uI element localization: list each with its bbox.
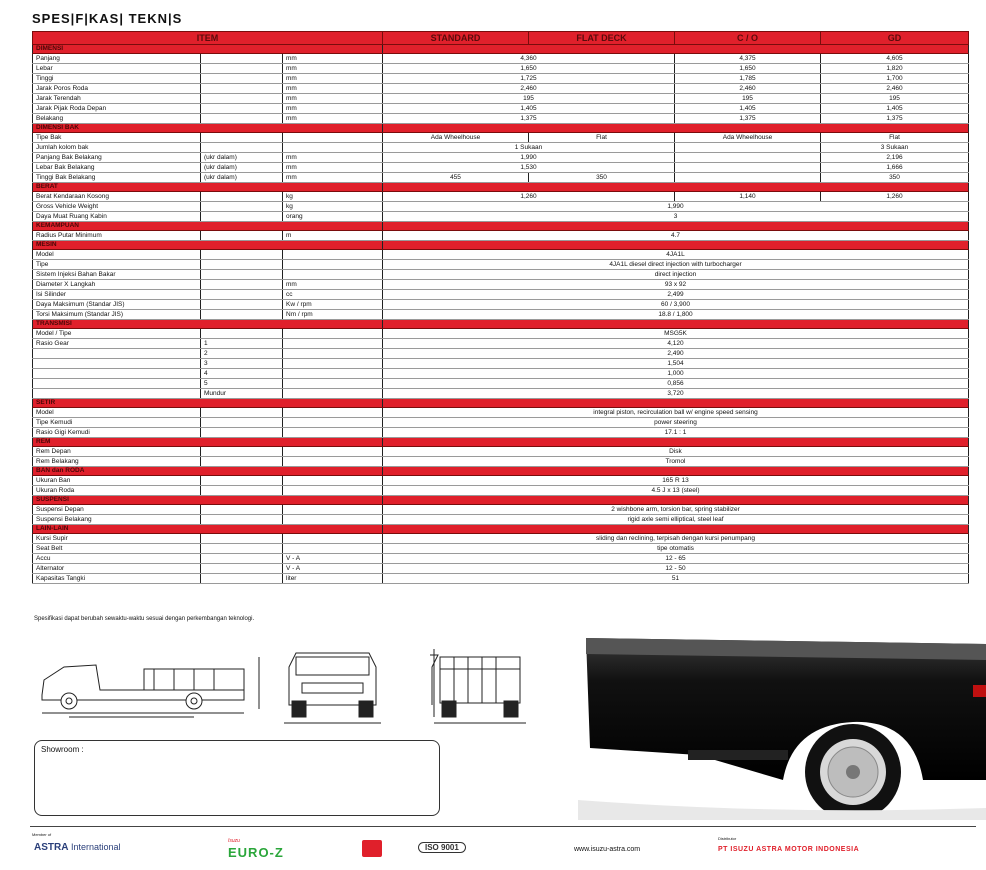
table-row [33,515,969,525]
row-value [675,153,821,163]
row-label: Alternator [33,564,201,574]
row-value [675,143,821,153]
astra-logo-text: ASTRA [34,842,69,853]
astra-logo-sub: International [70,842,121,852]
row-value [675,173,821,183]
row-value: Ada Wheelhouse [383,133,529,143]
row-sublabel [201,534,283,544]
row-value: Flat [821,133,969,143]
row-sublabel [201,133,283,143]
row-unit: mm [283,153,383,163]
table-row [33,339,969,349]
table-row [33,329,969,339]
table-row [33,133,969,143]
table-row [33,418,969,428]
row-value: 1,260 [821,192,969,202]
section-header [33,496,969,505]
row-sublabel [201,310,283,320]
row-sublabel [201,574,283,584]
row-sublabel [201,212,283,222]
row-label: Isi Silinder [33,290,201,300]
section-title: KEMAMPUAN [33,222,383,231]
row-sublabel [201,544,283,554]
row-value: 1,375 [383,114,675,124]
row-unit: Nm / rpm [283,310,383,320]
row-value: 1,405 [821,104,969,114]
row-label: Model / Tipe [33,329,201,339]
table-row [33,476,969,486]
row-label: Daya Maksimum (Standar JIS) [33,300,201,310]
row-sublabel: 1 [201,339,283,349]
table-row [33,192,969,202]
table-row [33,153,969,163]
row-sublabel [201,505,283,515]
row-value: 1,666 [821,163,969,173]
row-label: Berat Kendaraan Kosong [33,192,201,202]
table-row [33,359,969,369]
footer-divider [30,826,976,827]
table-row [33,554,969,564]
row-sublabel: 5 [201,379,283,389]
row-label: Panjang [33,54,201,64]
row-unit [283,270,383,280]
row-value: 2,490 [383,349,969,359]
table-row [33,408,969,418]
row-unit: Kw / rpm [283,300,383,310]
disclaimer-note: Spesifikasi dapat berubah sewaktu-waktu sesuai dengan perkembangan teknologi. [34,616,255,622]
distributor-name: PT ISUZU ASTRA MOTOR INDONESIA [718,846,860,853]
row-unit: kg [283,192,383,202]
row-sublabel [201,476,283,486]
row-value: 2,460 [383,84,675,94]
row-label: Lebar [33,64,201,74]
section-title: DIMENSI BAK [33,124,383,133]
row-sublabel [201,54,283,64]
section-header [33,320,969,329]
table-row [33,54,969,64]
row-label: Tipe Bak [33,133,201,143]
table-row [33,250,969,260]
row-value: 4.7 [383,231,969,241]
row-value: 1,650 [383,64,675,74]
certification-logo: ISO 9001 [418,842,466,853]
row-value: 350 [821,173,969,183]
row-value: 1,700 [821,74,969,84]
row-unit [283,389,383,399]
row-value: 2,460 [675,84,821,94]
row-value [675,163,821,173]
row-sublabel: Mundur [201,389,283,399]
row-sublabel [201,143,283,153]
row-value: 3 Sukaan [821,143,969,153]
row-value: 4.5 J x 13 (steel) [383,486,969,496]
row-value: 1,785 [675,74,821,84]
row-label: Model [33,408,201,418]
row-label: Tipe [33,260,201,270]
row-value: 60 / 3,900 [383,300,969,310]
row-label: Seat Belt [33,544,201,554]
row-unit: kg [283,202,383,212]
row-sublabel [201,564,283,574]
row-unit: m [283,231,383,241]
row-sublabel [201,270,283,280]
table-row [33,486,969,496]
table-row [33,280,969,290]
table-row [33,310,969,320]
section-title: LAIN-LAIN [33,525,383,534]
table-row [33,94,969,104]
row-unit [283,379,383,389]
row-unit [283,428,383,438]
table-row [33,260,969,270]
row-value: 18.8 / 1,800 [383,310,969,320]
row-label: Daya Muat Ruang Kabin [33,212,201,222]
row-value: 1,405 [383,104,675,114]
row-value: 1,260 [383,192,675,202]
row-unit [283,260,383,270]
table-row [33,349,969,359]
row-value: 1,504 [383,359,969,369]
row-value: 195 [821,94,969,104]
truck-dimension-drawings [34,645,444,730]
section-title: DIMENSI [33,45,383,54]
row-label: Sistem Injeksi Bahan Bakar [33,270,201,280]
row-sublabel [201,104,283,114]
row-label: Gross Vehicle Weight [33,202,201,212]
row-label: Jarak Terendah [33,94,201,104]
row-sublabel [201,114,283,124]
row-label: Torsi Maksimum (Standar JIS) [33,310,201,320]
row-unit [283,505,383,515]
row-label: Jarak Poros Roda [33,84,201,94]
row-sublabel [201,192,283,202]
section-header [33,124,969,133]
row-value: 2,196 [821,153,969,163]
row-value: MSG5K [383,329,969,339]
table-row [33,564,969,574]
row-label: Suspensi Belakang [33,515,201,525]
row-value: 1,375 [675,114,821,124]
section-title: BERAT [33,183,383,192]
front-view-drawing [284,653,381,723]
row-label [33,379,201,389]
row-label: Accu [33,554,201,564]
side-view-drawing [42,657,259,717]
row-value: 1,725 [383,74,675,84]
table-row [33,143,969,153]
row-sublabel [201,408,283,418]
row-sublabel [201,554,283,564]
table-row [33,84,969,94]
row-label: Rem Depan [33,447,201,457]
table-row [33,457,969,467]
table-row [33,212,969,222]
row-label: Tinggi [33,74,201,84]
row-label: Ukuran Roda [33,486,201,496]
table-row [33,447,969,457]
table-row [33,379,969,389]
row-value: 4,120 [383,339,969,349]
page-title: SPES|F|KAS| TEKN|S [32,11,183,26]
table-row [33,231,969,241]
row-unit [283,339,383,349]
table-row [33,270,969,280]
row-value: direct injection [383,270,969,280]
section-title: SUSPENSI [33,496,383,505]
row-unit [283,329,383,339]
table-header [33,32,969,45]
row-value: 2,499 [383,290,969,300]
row-unit [283,457,383,467]
row-value: 165 R 13 [383,476,969,486]
row-sublabel: (ukr dalam) [201,153,283,163]
row-value: 4,605 [821,54,969,64]
row-sublabel [201,447,283,457]
header-col: C / O [675,32,821,45]
row-sublabel [201,64,283,74]
table-row [33,505,969,515]
row-value: 12 - 65 [383,554,969,564]
section-header [33,45,969,54]
row-unit [283,476,383,486]
section-title: SETIR [33,399,383,408]
header-col: GD [821,32,969,45]
row-sublabel [201,231,283,241]
truck-photo [578,630,986,820]
table-row [33,64,969,74]
row-unit: mm [283,54,383,64]
row-sublabel [201,290,283,300]
row-unit: mm [283,74,383,84]
row-label: Rem Belakang [33,457,201,467]
row-unit: mm [283,64,383,74]
row-value: tipe otomatis [383,544,969,554]
row-value: 4,360 [383,54,675,64]
row-label: Radius Putar Minimum [33,231,201,241]
row-unit [283,250,383,260]
row-label: Rasio Gigi Kemudi [33,428,201,438]
table-row [33,389,969,399]
section-title: BAN dan RODA [33,467,383,476]
row-sublabel: 4 [201,369,283,379]
showroom-box [34,740,440,816]
row-sublabel [201,260,283,270]
row-value: 93 x 92 [383,280,969,290]
row-unit [283,349,383,359]
astra-logo [34,842,121,853]
row-unit: liter [283,574,383,584]
section-header [33,241,969,250]
row-value: 12 - 50 [383,564,969,574]
row-value: 4JA1L [383,250,969,260]
row-unit: mm [283,173,383,183]
row-label: Model [33,250,201,260]
row-sublabel [201,300,283,310]
table-row [33,202,969,212]
row-unit [283,534,383,544]
row-value: 1 Sukaan [383,143,675,153]
row-value: 0,856 [383,379,969,389]
row-sublabel [201,94,283,104]
header-item: ITEM [33,32,383,45]
row-label: Panjang Bak Belakang [33,153,201,163]
row-sublabel: (ukr dalam) [201,163,283,173]
row-value: 350 [529,173,675,183]
section-title: TRANSMISI [33,320,383,329]
row-label: Rasio Gear [33,339,201,349]
row-label: Suspensi Depan [33,505,201,515]
row-value: 51 [383,574,969,584]
row-unit: mm [283,94,383,104]
row-unit [283,143,383,153]
table-row [33,74,969,84]
row-value: 1,990 [383,202,969,212]
row-value: Disk [383,447,969,457]
row-label: Lebar Bak Belakang [33,163,201,173]
row-unit: mm [283,84,383,94]
showroom-label: Showroom : [41,745,84,754]
row-sublabel: (ukr dalam) [201,173,283,183]
table-row [33,428,969,438]
table-row [33,534,969,544]
row-unit [283,544,383,554]
rear-view-drawing-2 [430,645,530,730]
website-link[interactable]: www.isuzu-astra.com [574,846,641,853]
row-value: Tromol [383,457,969,467]
row-value: sliding dan reclining, terpisah dengan kursi penumpang [383,534,969,544]
row-unit [283,133,383,143]
row-unit [283,486,383,496]
section-header [33,183,969,192]
table-row [33,300,969,310]
row-value: 1,530 [383,163,675,173]
row-label: Tipe Kemudi [33,418,201,428]
spec-table [32,31,969,584]
row-sublabel [201,418,283,428]
row-value: 17.1 : 1 [383,428,969,438]
row-value: power steering [383,418,969,428]
table-row [33,544,969,554]
row-unit [283,447,383,457]
row-label [33,359,201,369]
row-label [33,369,201,379]
row-value: integral piston, recirculation ball w/ engine speed sensing [383,408,969,418]
row-sublabel [201,428,283,438]
row-sublabel: 3 [201,359,283,369]
row-unit [283,418,383,428]
row-value: 1,990 [383,153,675,163]
row-label: Jumlah kolom bak [33,143,201,153]
row-sublabel [201,202,283,212]
brand-mark-icon [362,840,382,857]
row-unit: V - A [283,554,383,564]
row-sublabel [201,280,283,290]
row-value: 3,720 [383,389,969,399]
row-label: Belakang [33,114,201,124]
row-value: 4,375 [675,54,821,64]
row-unit [283,408,383,418]
table-row [33,163,969,173]
row-label: Kapasitas Tangki [33,574,201,584]
section-title: MESIN [33,241,383,250]
header-col: FLAT DECK [529,32,675,45]
section-header [33,399,969,408]
row-unit: cc [283,290,383,300]
row-unit [283,515,383,525]
row-sublabel: 2 [201,349,283,359]
row-label [33,389,201,399]
row-sublabel [201,250,283,260]
table-row [33,574,969,584]
section-header [33,222,969,231]
row-value: rigid axle semi elliptical, steel leaf [383,515,969,525]
row-value: Flat [529,133,675,143]
row-label: Ukuran Ban [33,476,201,486]
row-value: 2 wishbone arm, torsion bar, spring stabilizer [383,505,969,515]
row-sublabel [201,329,283,339]
row-sublabel [201,515,283,525]
row-value: 1,650 [675,64,821,74]
row-value: 1,375 [821,114,969,124]
row-unit: mm [283,114,383,124]
row-value: 195 [675,94,821,104]
row-value: Ada Wheelhouse [675,133,821,143]
row-value: 195 [383,94,675,104]
table-row [33,173,969,183]
row-value: 1,405 [675,104,821,114]
header-col: STANDARD [383,32,529,45]
row-sublabel [201,74,283,84]
row-unit [283,359,383,369]
section-title: REM [33,438,383,447]
row-value: 4JA1L diesel direct injection with turbocharger [383,260,969,270]
row-value: 1,140 [675,192,821,202]
row-unit: orang [283,212,383,222]
row-unit: V - A [283,564,383,574]
row-value: 1,000 [383,369,969,379]
table-row [33,104,969,114]
section-header [33,467,969,476]
distributor-caption: Distributor [718,836,737,841]
section-header [33,525,969,534]
row-unit [283,369,383,379]
row-sublabel [201,486,283,496]
row-label: Kursi Supir [33,534,201,544]
table-row [33,290,969,300]
row-sublabel [201,457,283,467]
table-row [33,369,969,379]
row-label [33,349,201,359]
row-sublabel [201,84,283,94]
table-row [33,114,969,124]
astra-caption: Member of [32,832,52,837]
row-value: 3 [383,212,969,222]
euro-z-logo: EURO-Z [228,845,284,860]
euro-caption: Isuzu [228,838,240,844]
row-value: 2,460 [821,84,969,94]
row-unit: mm [283,163,383,173]
row-unit: mm [283,104,383,114]
row-label: Tinggi Bak Belakang [33,173,201,183]
row-unit: mm [283,280,383,290]
row-label: Jarak Pijak Roda Depan [33,104,201,114]
section-header [33,438,969,447]
row-value: 1,820 [821,64,969,74]
row-label: Diameter X Langkah [33,280,201,290]
row-value: 455 [383,173,529,183]
